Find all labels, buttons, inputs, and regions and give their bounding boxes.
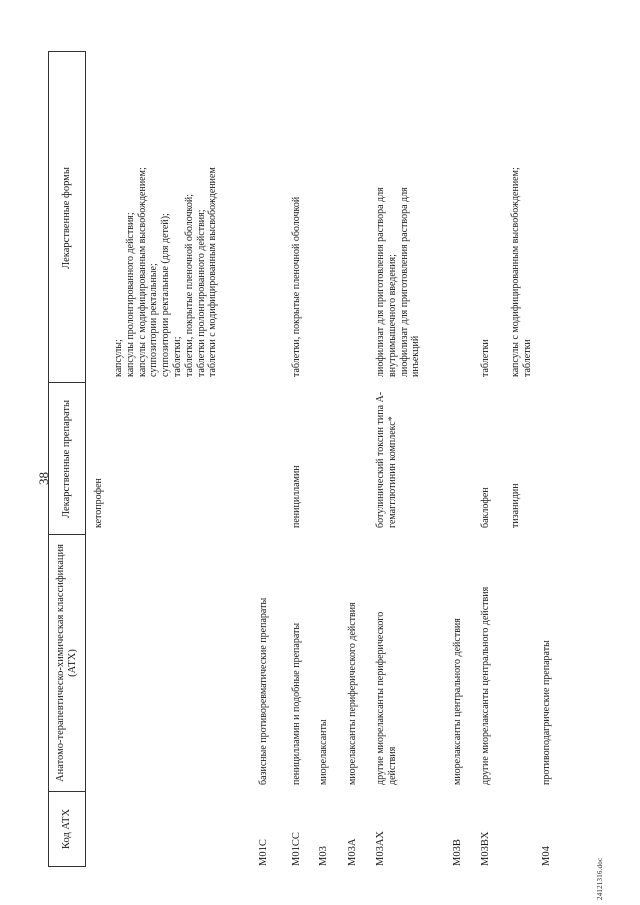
header-code: Код АТХ [61,808,72,850]
forms-baclofen: таблетки [480,339,491,377]
page-number: 38 [36,472,51,485]
drug-penicillamine: пеницилламин [291,465,302,528]
forms-ketoprofen: капсулы; капсулы пролонгированного действия; капсулы с модифицированным высвобождением; суппозитории ректальные; суппозитории ректальные (для детей); таблетки; таблетки, покрытые пленочной оболочкой; таблетки пролонгированного действия; таблетки с модифицированным высвобождением [113,167,219,377]
code-m01c: M01C [258,839,269,866]
class-m04: противоподагрические препараты [541,640,552,785]
col-divider-3 [48,382,86,383]
header-classification: Анатомо-терапевтическо-химическая классификация (АТХ) [55,544,78,782]
forms-penicillamine: таблетки, покрытые пленочной оболочкой [291,196,302,377]
forms-tizanidine: капсулы с модифицированным высвобождением; таблетки [510,167,533,377]
class-m01cc: пеницилламин и подобные препараты [291,622,302,785]
header-divider [85,52,86,867]
table-right-border [48,51,86,52]
drug-botulinum: ботулинический токсин типа А-гемагглютинин комплекс* [375,391,398,528]
class-m03: миорелаксанты [318,719,329,785]
code-m03ax: M03AX [375,830,386,866]
code-m03a: M03A [347,838,358,866]
drug-baclofen: баклофен [480,487,491,528]
document-id: 24121316.doc [596,857,604,900]
table-left-border [48,866,86,867]
col-divider-2 [48,534,86,535]
code-m04: M04 [541,846,552,866]
code-m03b: M03B [452,839,463,866]
class-m03b: миорелаксанты центрального действия [452,618,463,785]
header-drugs: Лекарственные препараты [61,399,72,519]
code-m01cc: M01CC [291,832,302,866]
class-m01c: базисные противоревматические препараты [258,597,269,785]
forms-botulinum: лиофилизат для приготовления раствора для внутримышечного введения; лиофилизат для приготовления раствора для инъекций [375,187,422,377]
code-m03bx: M03BX [480,831,491,866]
class-m03a: миорелаксанты периферического действия [347,602,358,785]
col-divider-1 [48,791,86,792]
class-m03ax: другие миорелаксанты периферического действия [375,611,398,785]
header-forms: Лекарственные формы [61,167,72,269]
class-m03bx: другие миорелаксанты центрального действия [480,586,491,785]
code-m03: M03 [318,846,329,866]
drug-ketoprofen: кетопрофен [93,478,104,528]
drug-tizanidine: тизанидин [510,483,521,528]
